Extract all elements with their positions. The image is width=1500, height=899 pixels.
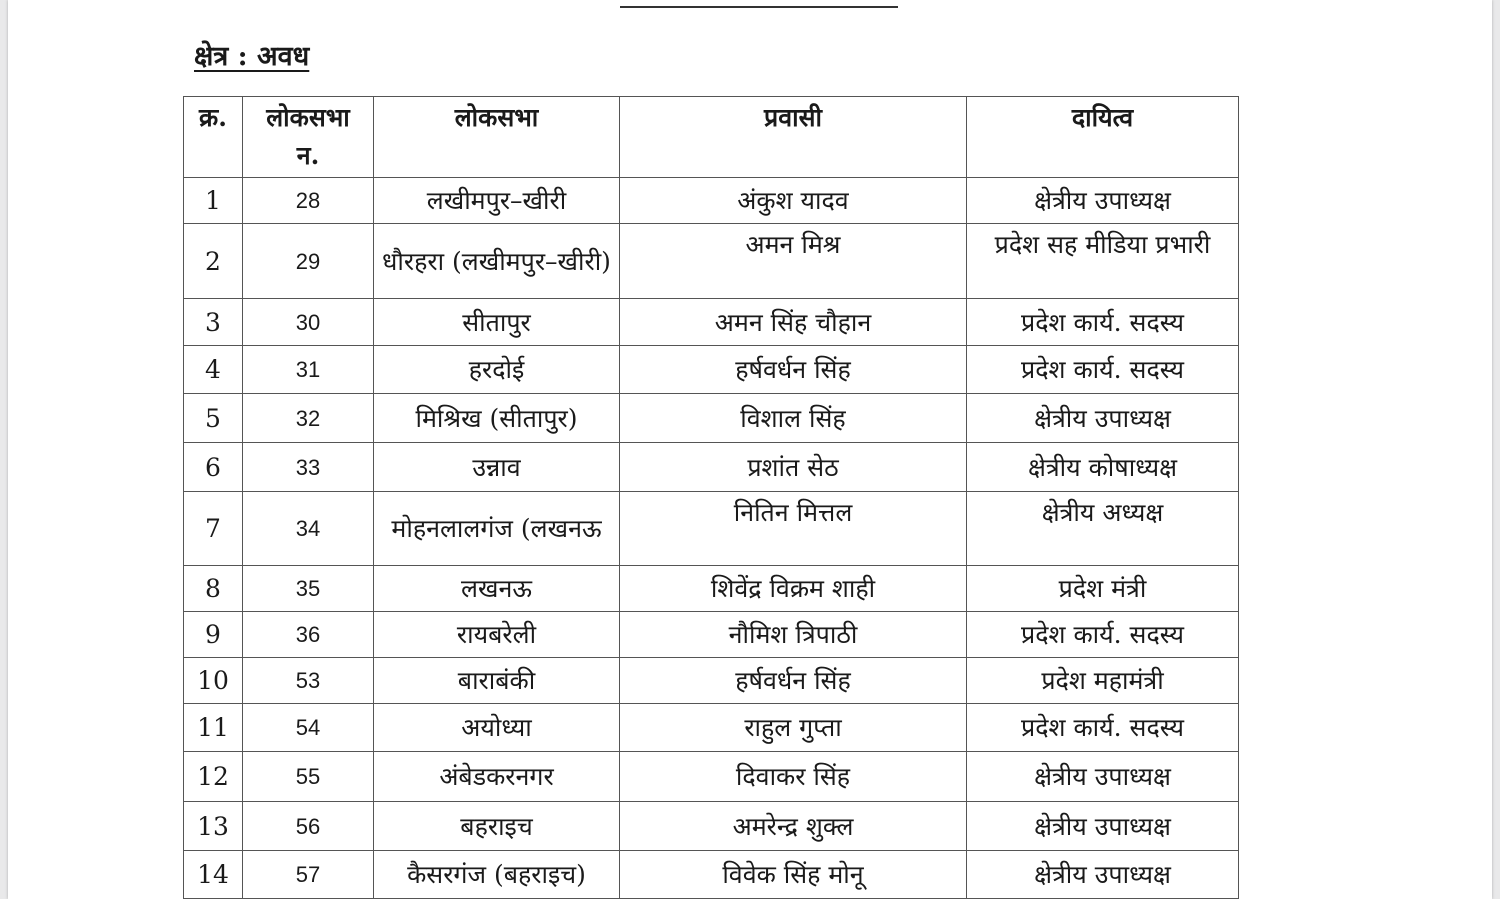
pravasi-cell: नितिन मित्तल (620, 492, 967, 566)
table-row (184, 752, 1239, 802)
pravasi-cell: शिवेंद्र विक्रम शाही (620, 566, 967, 612)
dayitva-cell: क्षेत्रीय उपाध्यक्ष (967, 851, 1239, 899)
loksabha-cell: उन्नाव (374, 443, 620, 492)
serial-cell: 13 (184, 802, 243, 851)
serial-cell: 5 (184, 394, 243, 443)
loksabha-number-cell: 34 (243, 492, 374, 566)
header-loksabha-number: लोकसभा न. (243, 97, 374, 178)
header-pravasi: प्रवासी (620, 97, 967, 178)
serial-cell: 12 (184, 752, 243, 802)
table-row (184, 612, 1239, 658)
loksabha-cell: लखीमपुर–खीरी (374, 178, 620, 224)
table-row (184, 492, 1239, 566)
loksabha-number-cell: 55 (243, 752, 374, 802)
loksabha-number-cell: 54 (243, 704, 374, 752)
dayitva-cell: प्रदेश कार्य. सदस्य (967, 346, 1239, 394)
serial-cell: 1 (184, 178, 243, 224)
serial-cell: 3 (184, 299, 243, 346)
dayitva-cell: प्रदेश महामंत्री (967, 658, 1239, 704)
header-dayitva: दायित्व (967, 97, 1239, 178)
dayitva-cell: क्षेत्रीय उपाध्यक्ष (967, 394, 1239, 443)
pravasi-cell: राहुल गुप्ता (620, 704, 967, 752)
table-row (184, 224, 1239, 299)
table-row (184, 443, 1239, 492)
serial-cell: 8 (184, 566, 243, 612)
pravasi-cell: विवेक सिंह मोनू (620, 851, 967, 899)
loksabha-cell: रायबरेली (374, 612, 620, 658)
loksabha-number-cell: 53 (243, 658, 374, 704)
pravasi-cell: अंकुश यादव (620, 178, 967, 224)
table-row (184, 178, 1239, 224)
dayitva-cell: प्रदेश कार्य. सदस्य (967, 299, 1239, 346)
table-row (184, 658, 1239, 704)
pravasi-cell: विशाल सिंह (620, 394, 967, 443)
table-row (184, 299, 1239, 346)
loksabha-cell: हरदोई (374, 346, 620, 394)
pravasi-cell: प्रशांत सेठ (620, 443, 967, 492)
serial-cell: 4 (184, 346, 243, 394)
loksabha-number-cell: 29 (243, 224, 374, 299)
pravasi-cell: दिवाकर सिंह (620, 752, 967, 802)
serial-cell: 11 (184, 704, 243, 752)
loksabha-number-cell: 32 (243, 394, 374, 443)
table-row (184, 346, 1239, 394)
loksabha-cell: बहराइच (374, 802, 620, 851)
loksabha-number-cell: 31 (243, 346, 374, 394)
loksabha-number-cell: 35 (243, 566, 374, 612)
serial-cell: 7 (184, 492, 243, 566)
table-row (184, 704, 1239, 752)
serial-cell: 6 (184, 443, 243, 492)
loksabha-cell: मिश्रिख (सीतापुर) (374, 394, 620, 443)
responsibility-table (183, 96, 1239, 899)
pravasi-cell: अमरेन्द्र शुक्ल (620, 802, 967, 851)
dayitva-cell: प्रदेश मंत्री (967, 566, 1239, 612)
dayitva-cell: क्षेत्रीय उपाध्यक्ष (967, 752, 1239, 802)
table-row (184, 566, 1239, 612)
cropped-heading (620, 0, 898, 8)
table-row (184, 394, 1239, 443)
region-label: क्षेत्र : अवध (194, 41, 310, 72)
loksabha-cell: मोहनलालगंज (लखनऊ (374, 492, 620, 566)
dayitva-cell: क्षेत्रीय उपाध्यक्ष (967, 178, 1239, 224)
loksabha-number-cell: 28 (243, 178, 374, 224)
dayitva-cell: प्रदेश कार्य. सदस्य (967, 612, 1239, 658)
loksabha-cell: सीतापुर (374, 299, 620, 346)
pravasi-cell: अमन सिंह चौहान (620, 299, 967, 346)
header-loksabha: लोकसभा (374, 97, 620, 178)
serial-cell: 9 (184, 612, 243, 658)
loksabha-cell: लखनऊ (374, 566, 620, 612)
loksabha-cell: अयोध्या (374, 704, 620, 752)
dayitva-cell: क्षेत्रीय अध्यक्ष (967, 492, 1239, 566)
loksabha-number-cell: 57 (243, 851, 374, 899)
loksabha-number-cell: 33 (243, 443, 374, 492)
loksabha-number-cell: 56 (243, 802, 374, 851)
dayitva-cell: प्रदेश कार्य. सदस्य (967, 704, 1239, 752)
dayitva-cell: क्षेत्रीय उपाध्यक्ष (967, 802, 1239, 851)
loksabha-cell: धौरहरा (लखीमपुर–खीरी) (374, 224, 620, 299)
dayitva-cell: क्षेत्रीय कोषाध्यक्ष (967, 443, 1239, 492)
loksabha-cell: अंबेडकरनगर (374, 752, 620, 802)
loksabha-cell: कैसरगंज (बहराइच) (374, 851, 620, 899)
pravasi-cell: नौमिश त्रिपाठी (620, 612, 967, 658)
pravasi-cell: हर्षवर्धन सिंह (620, 346, 967, 394)
serial-cell: 14 (184, 851, 243, 899)
table-row (184, 802, 1239, 851)
loksabha-cell: बाराबंकी (374, 658, 620, 704)
table-header-row (184, 97, 1239, 178)
table-row (184, 851, 1239, 899)
dayitva-cell: प्रदेश सह मीडिया प्रभारी (967, 224, 1239, 299)
header-serial: क्र. (184, 97, 243, 178)
pravasi-cell: अमन मिश्र (620, 224, 967, 299)
loksabha-number-cell: 30 (243, 299, 374, 346)
document-page (8, 0, 1492, 899)
pravasi-cell: हर्षवर्धन सिंह (620, 658, 967, 704)
serial-cell: 10 (184, 658, 243, 704)
loksabha-number-cell: 36 (243, 612, 374, 658)
serial-cell: 2 (184, 224, 243, 299)
